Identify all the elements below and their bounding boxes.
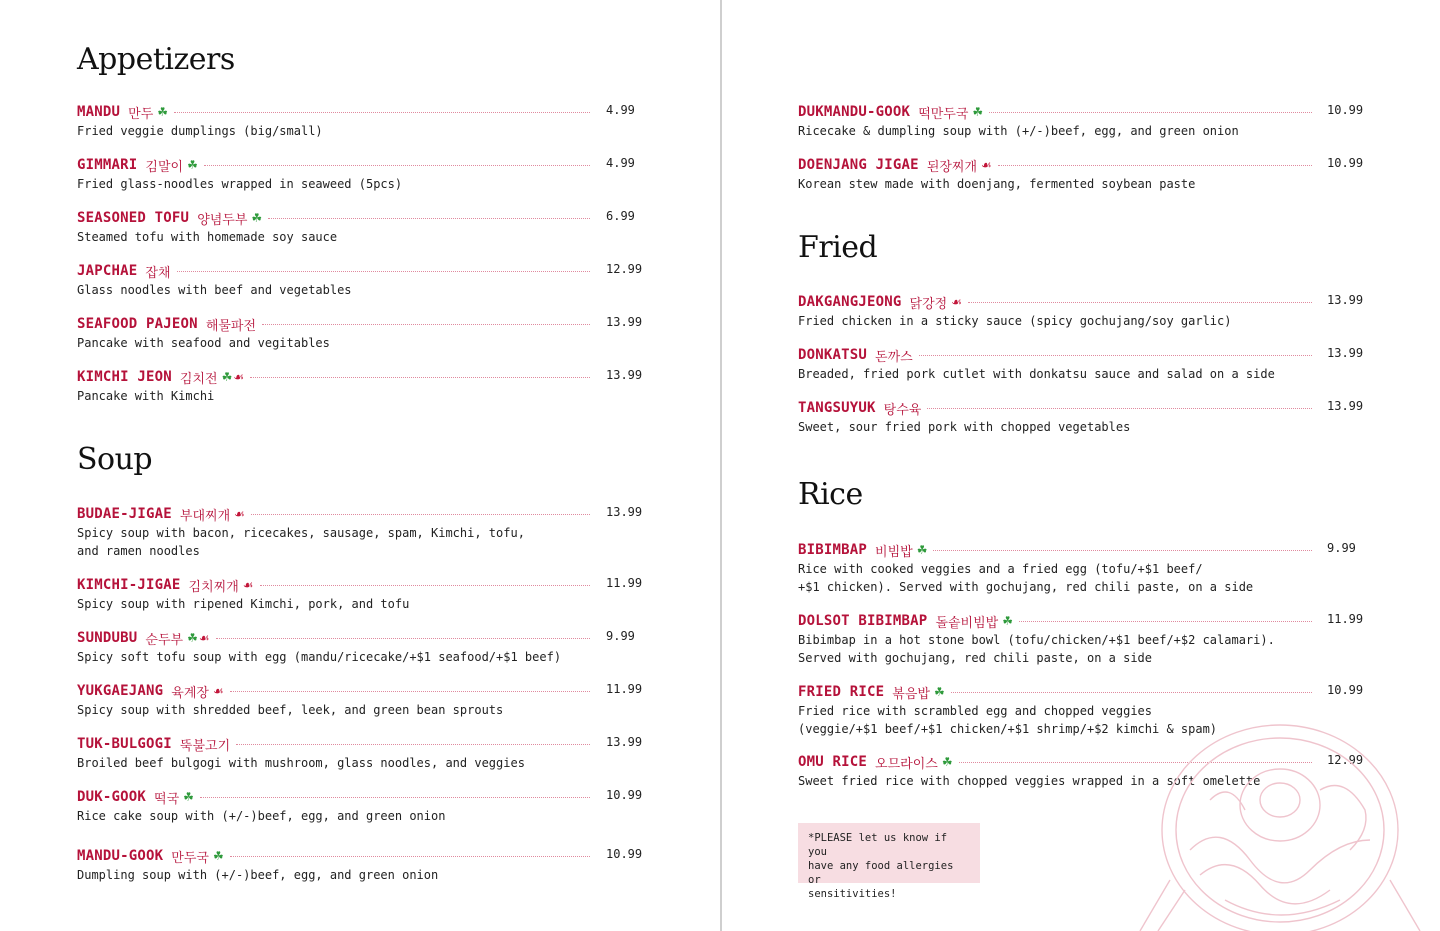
menu-item-header bbox=[77, 681, 598, 701]
menu-item-name: YUKGAEJANG bbox=[77, 683, 164, 699]
menu-item-description: Korean stew made with doenjang, fermented soybean paste bbox=[798, 177, 1196, 191]
dietary-icons bbox=[213, 685, 224, 697]
menu-item-description: Breaded, fried pork cutlet with donkatsu sauce and salad on a side bbox=[798, 367, 1275, 381]
vegetarian-leaf-icon: ☘ bbox=[187, 158, 198, 172]
vegetarian-leaf-icon: ☘ bbox=[187, 631, 198, 645]
menu-item bbox=[798, 292, 1320, 330]
menu-item-price: 10.99 bbox=[606, 788, 643, 802]
dotted-leader bbox=[951, 692, 1312, 693]
menu-item-header bbox=[798, 292, 1320, 312]
menu-item bbox=[798, 155, 1320, 193]
menu-item-price: 10.99 bbox=[1327, 683, 1364, 697]
menu-item-description: Ricecake & dumpling soup with (+/-)beef, egg, and green onion bbox=[798, 124, 1239, 138]
vegetarian-leaf-icon: ☘ bbox=[972, 105, 984, 119]
vegetarian-leaf-icon: ☘ bbox=[933, 685, 945, 699]
menu-item-price: 11.99 bbox=[1327, 612, 1364, 626]
dotted-leader bbox=[230, 856, 590, 857]
dietary-icons bbox=[187, 632, 210, 644]
menu-item-korean-name: 만두국 bbox=[171, 850, 209, 866]
dotted-leader bbox=[177, 271, 590, 272]
allergy-note-line: have any food allergies or bbox=[808, 860, 954, 886]
menu-item-header bbox=[77, 314, 598, 334]
menu-item-korean-name: 잡채 bbox=[145, 265, 171, 281]
menu-item-price: 13.99 bbox=[606, 368, 643, 382]
vegetarian-leaf-icon: ☘ bbox=[941, 755, 953, 769]
dietary-icons bbox=[951, 296, 962, 308]
dotted-leader bbox=[200, 797, 590, 798]
menu-item-header bbox=[77, 575, 598, 595]
allergy-note bbox=[798, 823, 980, 900]
dotted-leader bbox=[250, 377, 590, 378]
dotted-leader bbox=[262, 324, 590, 325]
menu-item-price: 11.99 bbox=[606, 682, 643, 696]
menu-item-description: Broiled beef bulgogi with mushroom, glass noodles, and veggies bbox=[77, 756, 525, 770]
menu-item-price: 10.99 bbox=[1327, 156, 1364, 170]
vegetarian-leaf-icon: ☘ bbox=[183, 790, 194, 804]
dotted-leader bbox=[998, 165, 1312, 166]
menu-item bbox=[77, 155, 598, 193]
menu-item-description: Fried veggie dumplings (big/small) bbox=[77, 124, 323, 138]
spicy-chili-icon: ☙ bbox=[198, 631, 210, 645]
menu-item bbox=[77, 846, 598, 884]
menu-item-korean-name: 해물파전 bbox=[205, 318, 257, 334]
spicy-chili-icon: ☙ bbox=[234, 507, 245, 521]
menu-item-name: TUK-BULGOGI bbox=[77, 736, 172, 752]
vegetarian-leaf-icon: ☘ bbox=[157, 105, 169, 119]
menu-item bbox=[798, 102, 1320, 140]
menu-item-description: +$1 chicken). Served with gochujang, red chili paste, on a side bbox=[798, 580, 1254, 594]
dotted-leader bbox=[968, 302, 1312, 303]
dotted-leader bbox=[174, 112, 590, 113]
menu-item-price: 13.99 bbox=[606, 735, 643, 749]
menu-item-korean-name: 김치찌개 bbox=[188, 579, 239, 595]
dotted-leader bbox=[260, 585, 590, 586]
menu-item-price: 10.99 bbox=[606, 847, 643, 861]
dietary-icons bbox=[1002, 615, 1013, 627]
dietary-icons bbox=[222, 371, 245, 383]
menu-item-price: 13.99 bbox=[606, 505, 643, 519]
menu-item bbox=[77, 734, 598, 772]
menu-item-description: Dumpling soup with (+/-)beef, egg, and green onion bbox=[77, 868, 439, 882]
menu-item-header bbox=[77, 787, 598, 807]
menu-item bbox=[77, 261, 598, 299]
section-title-appetizers: Appetizers bbox=[77, 42, 235, 77]
dietary-icons bbox=[157, 106, 168, 118]
menu-item-name: GIMMARI bbox=[77, 157, 138, 173]
menu-item-description: Spicy soup with shredded beef, leek, and green bean sprouts bbox=[77, 703, 504, 717]
dietary-icons bbox=[213, 850, 224, 862]
menu-item-name: KIMCHI JEON bbox=[77, 369, 172, 385]
dietary-icons bbox=[251, 212, 262, 224]
menu-item-description: Rice cake soup with (+/-)beef, egg, and green onion bbox=[77, 809, 446, 823]
dietary-icons bbox=[917, 544, 928, 556]
menu-item-description: Served with gochujang, red chili paste, on a side bbox=[798, 651, 1153, 665]
menu-item-name: BIBIMBAP bbox=[798, 542, 868, 558]
dietary-icons bbox=[183, 791, 194, 803]
dietary-icons bbox=[981, 159, 992, 171]
menu-item-header bbox=[77, 367, 598, 387]
dotted-leader bbox=[230, 691, 590, 692]
menu-item bbox=[77, 102, 598, 140]
menu-item-description: Pancake with Kimchi bbox=[77, 389, 215, 403]
menu-item-header bbox=[798, 611, 1320, 631]
menu-item-header bbox=[798, 398, 1320, 418]
menu-item-header bbox=[798, 540, 1320, 560]
menu-item-name: DOLSOT BIBIMBAP bbox=[798, 613, 928, 629]
menu-item-description: Glass noodles with beef and vegetables bbox=[77, 283, 352, 297]
vegetarian-leaf-icon: ☘ bbox=[1002, 614, 1013, 628]
menu-item-korean-name: 육계장 bbox=[171, 685, 209, 701]
spicy-chili-icon: ☙ bbox=[233, 370, 245, 384]
menu-item-korean-name: 떡만두국 bbox=[918, 106, 969, 122]
menu-item bbox=[77, 367, 598, 405]
dotted-leader bbox=[251, 514, 590, 515]
spicy-chili-icon: ☙ bbox=[242, 578, 254, 592]
menu-item-header bbox=[798, 155, 1320, 175]
dotted-leader bbox=[268, 218, 590, 219]
menu-item-description: Sweet fried rice with chopped veggies wrapped in a soft omelette bbox=[798, 774, 1261, 788]
menu-item-name: DUKMANDU-GOOK bbox=[798, 104, 911, 120]
menu-item bbox=[77, 314, 598, 352]
menu-item-header bbox=[798, 345, 1320, 365]
menu-item-name: SEASONED TOFU bbox=[77, 210, 190, 226]
menu-item-korean-name: 닭강정 bbox=[909, 296, 948, 312]
dotted-leader bbox=[1019, 621, 1312, 622]
menu-item bbox=[77, 208, 598, 246]
spicy-chili-icon: ☙ bbox=[981, 158, 992, 172]
menu-item-name: DOENJANG JIGAE bbox=[798, 157, 919, 173]
dotted-leader bbox=[919, 355, 1312, 356]
menu-item bbox=[77, 681, 598, 719]
dotted-leader bbox=[989, 112, 1312, 113]
menu-item-name: DONKATSU bbox=[798, 347, 868, 363]
dietary-icons bbox=[972, 106, 983, 118]
menu-item-korean-name: 돈까스 bbox=[875, 349, 913, 365]
menu-item-korean-name: 부대찌개 bbox=[179, 508, 231, 524]
section-title-rice: Rice bbox=[798, 477, 863, 512]
menu-item-price: 13.99 bbox=[1327, 346, 1364, 360]
menu-item-header bbox=[77, 261, 598, 281]
menu-item-korean-name: 뚝불고기 bbox=[179, 738, 231, 754]
menu-item-name: BUDAE-JIGAE bbox=[77, 506, 172, 522]
menu-item-korean-name: 양념두부 bbox=[197, 212, 248, 228]
menu-item-description: Fried glass-noodles wrapped in seaweed (5pcs) bbox=[77, 177, 403, 191]
menu-item-price: 12.99 bbox=[606, 262, 643, 276]
menu-item bbox=[798, 345, 1320, 383]
menu-item bbox=[798, 540, 1320, 596]
menu-item bbox=[77, 628, 598, 666]
menu-item-header bbox=[798, 682, 1320, 702]
menu-item-korean-name: 김치전 bbox=[179, 371, 218, 387]
menu-item-price: 9.99 bbox=[606, 629, 635, 643]
menu-item-price: 6.99 bbox=[606, 209, 635, 223]
menu-item-description: Pancake with seafood and vegitables bbox=[77, 336, 330, 350]
menu-item-header bbox=[77, 102, 598, 122]
menu-item-price: 11.99 bbox=[606, 576, 643, 590]
menu-item-name: DAKGANGJEONG bbox=[798, 294, 902, 310]
spicy-chili-icon: ☙ bbox=[951, 295, 962, 309]
menu-item-price: 12.99 bbox=[1327, 753, 1364, 767]
menu-item-description: Fried rice with scrambled egg and chopped veggies bbox=[798, 704, 1153, 718]
vegetarian-leaf-icon: ☘ bbox=[251, 211, 263, 225]
menu-item-name: SEAFOOD PAJEON bbox=[77, 316, 198, 332]
vegetarian-leaf-icon: ☘ bbox=[212, 849, 224, 863]
menu-item-korean-name: 볶음밥 bbox=[892, 686, 930, 702]
dotted-leader bbox=[927, 408, 1312, 409]
menu-item-name: MANDU-GOOK bbox=[77, 848, 164, 864]
menu-item-description: Fried chicken in a sticky sauce (spicy gochujang/soy garlic) bbox=[798, 314, 1232, 328]
menu-item-price: 13.99 bbox=[606, 315, 643, 329]
menu-item-name: KIMCHI-JIGAE bbox=[77, 577, 181, 593]
menu-item-description: Spicy soup with ripened Kimchi, pork, and tofu bbox=[77, 597, 410, 611]
menu-item-description: Sweet, sour fried pork with chopped vegetables bbox=[798, 420, 1131, 434]
menu-item-price: 4.99 bbox=[606, 156, 635, 170]
menu-item-header bbox=[77, 734, 598, 754]
menu-item-name: FRIED RICE bbox=[798, 684, 885, 700]
menu-item-description: (veggie/+$1 beef/+$1 chicken/+$1 shrimp/+$2 kimchi & spam) bbox=[798, 722, 1218, 736]
dotted-leader bbox=[236, 744, 590, 745]
dietary-icons bbox=[234, 508, 245, 520]
bibimbap-bowl-illustration bbox=[1130, 700, 1430, 931]
menu-item-price: 13.99 bbox=[1327, 399, 1364, 413]
dotted-leader bbox=[216, 638, 590, 639]
menu-item bbox=[77, 575, 598, 613]
menu-item-korean-name: 김말이 bbox=[145, 159, 184, 175]
menu-item-description: Bibimbap in a hot stone bowl (tofu/chicken/+$1 beef/+$2 calamari). bbox=[798, 633, 1275, 647]
menu-item bbox=[798, 611, 1320, 667]
allergy-note-line: *PLEASE let us know if you bbox=[808, 832, 948, 858]
menu-item-header bbox=[77, 628, 598, 648]
spicy-chili-icon: ☙ bbox=[212, 684, 224, 698]
dotted-leader bbox=[933, 550, 1312, 551]
menu-item-name: TANGSUYUK bbox=[798, 400, 876, 416]
dietary-icons bbox=[243, 579, 254, 591]
menu-item-korean-name: 탕수육 bbox=[883, 402, 922, 418]
menu-item-korean-name: 된장찌개 bbox=[926, 159, 978, 175]
menu-item-description: Rice with cooked veggies and a fried egg (tofu/+$1 beef/ bbox=[798, 562, 1203, 576]
dietary-icons bbox=[934, 686, 945, 698]
menu-item-header bbox=[77, 155, 598, 175]
dotted-leader bbox=[204, 165, 590, 166]
menu-item bbox=[798, 398, 1320, 436]
section-title-fried: Fried bbox=[798, 230, 878, 265]
menu-item-price: 4.99 bbox=[606, 103, 635, 117]
dietary-icons bbox=[187, 159, 198, 171]
menu-item-description: Spicy soft tofu soup with egg (mandu/ricecake/+$1 seafood/+$1 beef) bbox=[77, 650, 562, 664]
dietary-icons bbox=[942, 756, 953, 768]
vegetarian-leaf-icon: ☘ bbox=[916, 543, 928, 557]
menu-item-korean-name: 돌솥비빔밥 bbox=[935, 615, 999, 631]
menu-item-price: 9.99 bbox=[1327, 541, 1356, 555]
menu-item-name: DUK-GOOK bbox=[77, 789, 147, 805]
menu-item-name: OMU RICE bbox=[798, 754, 868, 770]
menu-item-header bbox=[798, 102, 1320, 122]
allergy-note-line: sensitivities! bbox=[808, 888, 897, 900]
menu-item-korean-name: 만두 bbox=[128, 106, 154, 122]
menu-item-header bbox=[77, 846, 598, 866]
menu-item-name: MANDU bbox=[77, 104, 121, 120]
page-divider bbox=[720, 0, 722, 931]
menu-item bbox=[77, 504, 598, 560]
menu-item-price: 10.99 bbox=[1327, 103, 1364, 117]
menu-item-price: 13.99 bbox=[1327, 293, 1364, 307]
menu-item-header bbox=[77, 208, 598, 228]
menu-item-korean-name: 비빔밥 bbox=[875, 544, 913, 560]
menu-item-header bbox=[77, 504, 598, 524]
menu-item-korean-name: 순두부 bbox=[145, 632, 184, 648]
vegetarian-leaf-icon: ☘ bbox=[221, 370, 233, 384]
menu-item-description: and ramen noodles bbox=[77, 544, 200, 558]
menu-item-name: SUNDUBU bbox=[77, 630, 138, 646]
section-title-soup: Soup bbox=[77, 442, 153, 477]
menu-item-name: JAPCHAE bbox=[77, 263, 138, 279]
menu-item-korean-name: 떡국 bbox=[154, 791, 180, 807]
menu-item-korean-name: 오므라이스 bbox=[875, 756, 938, 772]
menu-item-description: Steamed tofu with homemade soy sauce bbox=[77, 230, 338, 244]
menu-item bbox=[77, 787, 598, 825]
menu-item-description: Spicy soup with bacon, ricecakes, sausage, spam, Kimchi, tofu, bbox=[77, 526, 525, 540]
